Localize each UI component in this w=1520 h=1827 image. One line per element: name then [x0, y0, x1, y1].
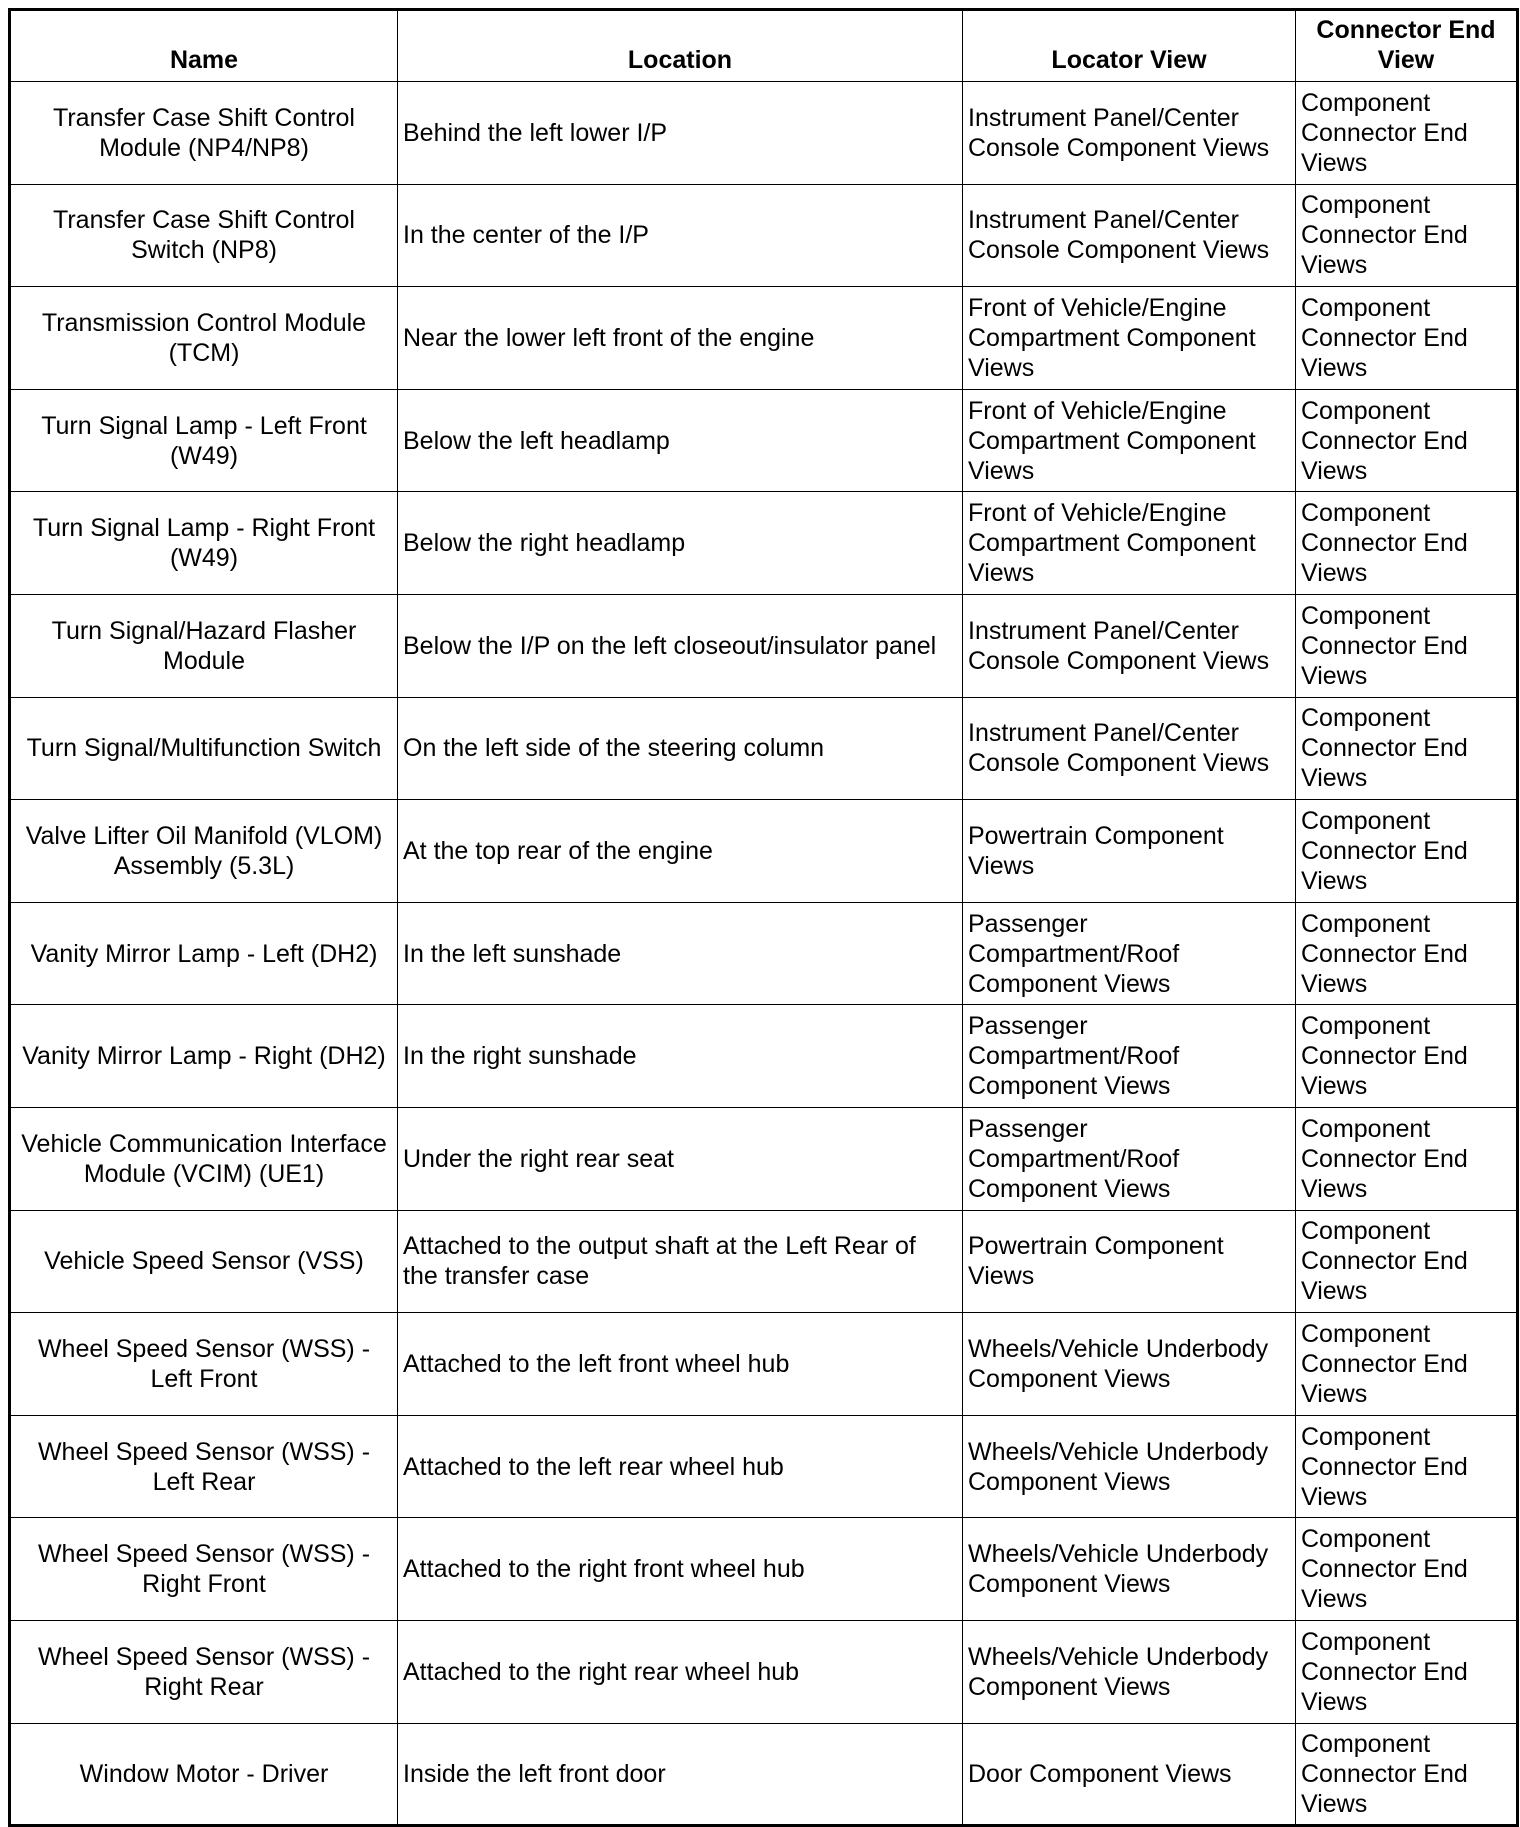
header-name: Name	[10, 10, 398, 82]
header-connector-end-view: Connector End View	[1296, 10, 1518, 82]
cell-connector-end-view: Component Connector End Views	[1296, 1005, 1518, 1108]
cell-name: Transfer Case Shift Control Switch (NP8)	[10, 184, 398, 287]
cell-locator-view: Passenger Compartment/Roof Component Views	[963, 1005, 1296, 1108]
cell-location: In the left sunshade	[398, 902, 963, 1005]
table-row	[10, 1210, 1518, 1313]
cell-locator-view: Wheels/Vehicle Underbody Component Views	[963, 1620, 1296, 1723]
cell-locator-view: Front of Vehicle/Engine Compartment Component Views	[963, 287, 1296, 390]
cell-name: Wheel Speed Sensor (WSS) - Left Front	[10, 1313, 398, 1416]
cell-locator-view: Passenger Compartment/Roof Component Views	[963, 1107, 1296, 1210]
cell-location: Attached to the output shaft at the Left Rear of the transfer case	[398, 1210, 963, 1313]
cell-location: Attached to the left rear wheel hub	[398, 1415, 963, 1518]
cell-locator-view: Wheels/Vehicle Underbody Component Views	[963, 1415, 1296, 1518]
table-row	[10, 184, 1518, 287]
cell-location: Behind the left lower I/P	[398, 82, 963, 185]
cell-connector-end-view: Component Connector End Views	[1296, 1313, 1518, 1416]
table-row	[10, 697, 1518, 800]
cell-location: In the right sunshade	[398, 1005, 963, 1108]
cell-locator-view: Door Component Views	[963, 1723, 1296, 1826]
table-header-row	[10, 10, 1518, 82]
cell-name: Wheel Speed Sensor (WSS) - Left Rear	[10, 1415, 398, 1518]
cell-locator-view: Wheels/Vehicle Underbody Component Views	[963, 1313, 1296, 1416]
table-row	[10, 82, 1518, 185]
table-body	[10, 82, 1518, 1826]
table-row	[10, 287, 1518, 390]
cell-location: Inside the left front door	[398, 1723, 963, 1826]
table-row	[10, 1107, 1518, 1210]
cell-connector-end-view: Component Connector End Views	[1296, 1210, 1518, 1313]
cell-connector-end-view: Component Connector End Views	[1296, 492, 1518, 595]
table-row	[10, 389, 1518, 492]
component-locator-table	[8, 8, 1519, 1827]
cell-location: Below the right headlamp	[398, 492, 963, 595]
cell-connector-end-view: Component Connector End Views	[1296, 1723, 1518, 1826]
cell-locator-view: Passenger Compartment/Roof Component Views	[963, 902, 1296, 1005]
cell-connector-end-view: Component Connector End Views	[1296, 800, 1518, 903]
cell-locator-view: Wheels/Vehicle Underbody Component Views	[963, 1518, 1296, 1621]
cell-name: Vanity Mirror Lamp - Left (DH2)	[10, 902, 398, 1005]
header-locator-view: Locator View	[963, 10, 1296, 82]
table-row	[10, 1620, 1518, 1723]
cell-name: Window Motor - Driver	[10, 1723, 398, 1826]
cell-locator-view: Powertrain Component Views	[963, 1210, 1296, 1313]
cell-locator-view: Instrument Panel/Center Console Component Views	[963, 697, 1296, 800]
cell-locator-view: Powertrain Component Views	[963, 800, 1296, 903]
cell-locator-view: Instrument Panel/Center Console Component Views	[963, 184, 1296, 287]
cell-location: Attached to the left front wheel hub	[398, 1313, 963, 1416]
table-row	[10, 1415, 1518, 1518]
cell-connector-end-view: Component Connector End Views	[1296, 184, 1518, 287]
table-row	[10, 1313, 1518, 1416]
cell-name: Wheel Speed Sensor (WSS) - Right Front	[10, 1518, 398, 1621]
cell-connector-end-view: Component Connector End Views	[1296, 1518, 1518, 1621]
cell-connector-end-view: Component Connector End Views	[1296, 1415, 1518, 1518]
cell-locator-view: Front of Vehicle/Engine Compartment Component Views	[963, 492, 1296, 595]
cell-connector-end-view: Component Connector End Views	[1296, 82, 1518, 185]
table-row	[10, 1518, 1518, 1621]
cell-name: Wheel Speed Sensor (WSS) - Right Rear	[10, 1620, 398, 1723]
header-location: Location	[398, 10, 963, 82]
cell-name: Turn Signal Lamp - Right Front (W49)	[10, 492, 398, 595]
cell-connector-end-view: Component Connector End Views	[1296, 287, 1518, 390]
cell-name: Transmission Control Module (TCM)	[10, 287, 398, 390]
table-row	[10, 492, 1518, 595]
cell-name: Turn Signal Lamp - Left Front (W49)	[10, 389, 398, 492]
cell-location: Attached to the right rear wheel hub	[398, 1620, 963, 1723]
cell-connector-end-view: Component Connector End Views	[1296, 594, 1518, 697]
cell-name: Vehicle Speed Sensor (VSS)	[10, 1210, 398, 1313]
table-row	[10, 800, 1518, 903]
cell-locator-view: Instrument Panel/Center Console Component Views	[963, 82, 1296, 185]
cell-name: Vanity Mirror Lamp - Right (DH2)	[10, 1005, 398, 1108]
cell-location: On the left side of the steering column	[398, 697, 963, 800]
table-row	[10, 594, 1518, 697]
table-row	[10, 1723, 1518, 1826]
cell-connector-end-view: Component Connector End Views	[1296, 1107, 1518, 1210]
cell-name: Valve Lifter Oil Manifold (VLOM) Assembly (5.3L)	[10, 800, 398, 903]
cell-name: Turn Signal/Multifunction Switch	[10, 697, 398, 800]
cell-locator-view: Instrument Panel/Center Console Component Views	[963, 594, 1296, 697]
cell-location: Near the lower left front of the engine	[398, 287, 963, 390]
cell-connector-end-view: Component Connector End Views	[1296, 389, 1518, 492]
table-row	[10, 902, 1518, 1005]
cell-location: At the top rear of the engine	[398, 800, 963, 903]
table-row	[10, 1005, 1518, 1108]
cell-location: Below the I/P on the left closeout/insulator panel	[398, 594, 963, 697]
cell-location: Below the left headlamp	[398, 389, 963, 492]
cell-name: Transfer Case Shift Control Module (NP4/NP8)	[10, 82, 398, 185]
cell-name: Vehicle Communication Interface Module (VCIM) (UE1)	[10, 1107, 398, 1210]
cell-location: Under the right rear seat	[398, 1107, 963, 1210]
cell-connector-end-view: Component Connector End Views	[1296, 1620, 1518, 1723]
cell-connector-end-view: Component Connector End Views	[1296, 697, 1518, 800]
cell-location: In the center of the I/P	[398, 184, 963, 287]
cell-name: Turn Signal/Hazard Flasher Module	[10, 594, 398, 697]
cell-connector-end-view: Component Connector End Views	[1296, 902, 1518, 1005]
cell-locator-view: Front of Vehicle/Engine Compartment Component Views	[963, 389, 1296, 492]
cell-location: Attached to the right front wheel hub	[398, 1518, 963, 1621]
